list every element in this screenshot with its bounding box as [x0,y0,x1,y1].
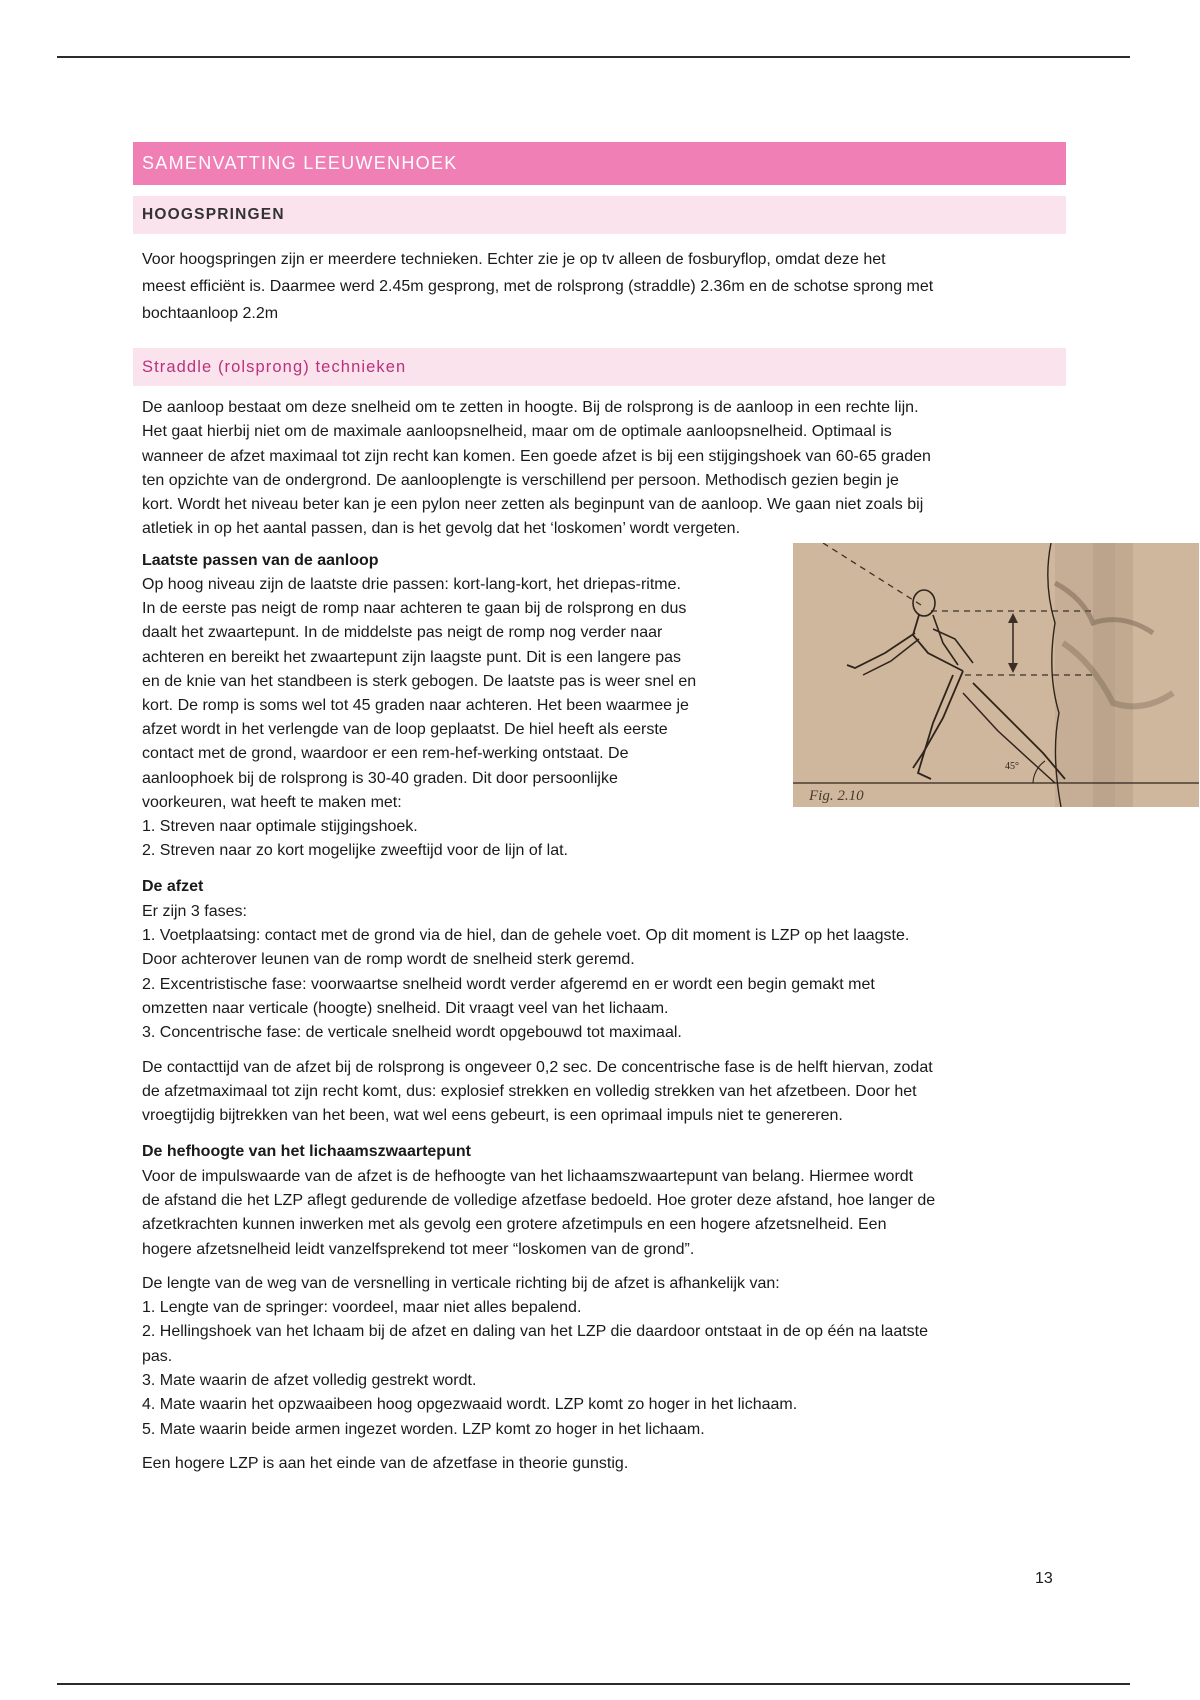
text-line: daalt het zwaartepunt. In de middelste pas neigt de romp nog verder naar [142,624,663,642]
text-line: In de eerste pas neigt de romp naar achteren te gaan bij de rolsprong en dus [142,600,687,618]
text-line: achteren en bereikt het zwaartepunt zijn laagste punt. Dit is een langere pas [142,648,681,666]
page-content [133,142,1066,1476]
intro-paragraph [133,246,1066,327]
laatste-passen-section [133,549,1066,864]
aanloop-paragraph [133,396,1066,542]
list-item: 1. Lengte van de springer: voordeel, maar niet alles bepalend. [142,1299,582,1317]
text-line: de afstand die het LZP aflegt gedurende de volledige afzetfase bedoeld. Hoe groter deze afstand, hoe langer de [142,1191,936,1209]
list-item: pas. [142,1347,173,1365]
contacttijd-paragraph [133,1056,1066,1129]
section-heading: HOOGSPRINGEN [133,196,1066,234]
text-line: afzetkrachten kunnen inwerken met als gevolg een grotere afzetimpuls en een hogere afzetsnelheid. Een [142,1216,887,1234]
text-line: hogere afzetsnelheid leidt vanzelfsprekend tot meer “loskomen van de grond”. [142,1240,695,1258]
page-number: 13 [1035,1570,1053,1587]
list-item: 3. Mate waarin de afzet volledig gestrekt wordt. [142,1372,477,1390]
hefhoogte-section [133,1140,1066,1476]
text-line: atletiek in op het aantal passen, dan is het gevolg dat het ‘loskomen’ wordt vergeten. [142,520,741,538]
text-line: aanloophoek bij de rolsprong is 30-40 graden. Dit door persoonlijke [142,769,618,787]
text-line: kort. Wordt het niveau beter kan je een pylon neer zetten als beginpunt van de aanloop. We gaan niet zoals bij [142,496,924,514]
text-line: 3. Concentrische fase: de verticale snelheid wordt opgebouwd tot maximaal. [142,1024,682,1042]
list-item: 4. Mate waarin het opzwaaibeen hoog opgezwaaid wordt. LZP komt zo hoger in het lichaam. [142,1396,798,1414]
laatste-passen-list [133,815,1066,863]
header-rule [57,56,1130,58]
text-line: afzet wordt in het verlengde van de loop geplaatst. De hiel heeft als eerste [142,721,668,739]
afzet-paragraph [133,875,1066,1045]
text-line: omzetten naar verticale (hoogte) snelheid. Dit vraagt veel van het lichaam. [142,999,669,1017]
text-line: Er zijn 3 fases: [142,902,247,920]
text-line: 2. Excentristische fase: voorwaartse snelheid wordt verder afgeremd en er wordt een begin gemakt met [142,975,875,993]
hefhoogte-heading: De hefhoogte van het lichaamszwaartepunt [142,1143,471,1161]
text-line: wanneer de afzet maximaal tot zijn recht kan komen. Een goede afzet is bij een stijgingshoek van 60-65 graden [142,447,931,465]
subsection-heading: Straddle (rolsprong) technieken [133,348,1066,386]
afzet-heading: De afzet [142,878,204,896]
figure-caption: Fig. 2.10 [809,787,864,804]
text-line: Door achterover leunen van de romp wordt de snelheid sterk geremd. [142,951,635,969]
document-title: SAMENVATTING LEEUWENHOEK [133,142,1066,185]
text-line: de afzetmaximaal tot zijn recht komt, dus: explosief strekken en volledig strekken van het afzetbeen. Door het [142,1082,917,1100]
text-line: en de knie van het standbeen is sterk gebogen. De laatste pas is weer snel en [142,672,697,690]
text-line: kort. De romp is soms wel tot 45 graden naar achteren. Het been waarmee je [142,697,689,714]
afzet-section [133,875,1066,1128]
hefhoogte-paragraph [133,1140,1066,1261]
list-item: 1. Streven naar optimale stijgingshoek. [142,818,418,836]
text-line: De aanloop bestaat om deze snelheid om te zetten in hoogte. Bij de rolsprong is de aanloop in een rechte lijn. [142,399,919,416]
text-line: vroegtijdig bijtrekken van het been, wat wel eens gebeurt, is een oprimaal impuls niet te genereren. [142,1107,843,1125]
text-line: contact met de grond, waardoor er een rem-hef-werking ontstaat. De [142,745,629,763]
conclusion-paragraph: Een hogere LZP is aan het einde van de afzetfase in theorie gunstig. [142,1454,629,1472]
footer-rule [57,1683,1130,1685]
angle-label: 45° [1005,760,1019,772]
text-line: bochtaanloop 2.2m [142,305,279,322]
text-line: De lengte van de weg van de versnelling in verticale richting bij de afzet is afhankelijk van: [142,1274,780,1292]
jumper-illustration [793,543,1199,807]
text-line: Op hoog niveau zijn de laatste drie passen: kort-lang-kort, het driepas-ritme. [142,575,681,593]
list-item: 2. Hellingshoek van het lchaam bij de afzet en daling van het LZP die daardoor ontstaat in de op één na laatste [142,1323,929,1341]
text-line: Het gaat hierbij niet om de maximale aanloopsnelheid, maar om de optimale aanloopsnelheid. Optimaal is [142,423,892,441]
lengte-paragraph [133,1272,1066,1442]
straddle-figure [793,543,1199,807]
list-item: 2. Streven naar zo kort mogelijke zweeftijd voor de lijn of lat. [142,842,568,860]
laatste-passen-heading: Laatste passen van de aanloop [142,551,379,569]
text-line: Voor hoogspringen zijn er meerdere technieken. Echter zie je op tv alleen de fosburyflop, omdat deze het [142,251,886,268]
text-line: 1. Voetplaatsing: contact met de grond via de hiel, dan de gehele voet. Op dit moment is LZP op het laagste. [142,927,910,945]
laatste-passen-text [133,549,782,815]
text-line: ten opzichte van de ondergrond. De aanlooplengte is verschillend per persoon. Methodisch gezien begin je [142,471,899,489]
text-line: voorkeuren, wat heeft te maken met: [142,793,402,811]
text-line: meest efficiënt is. Daarmee werd 2.45m gesprong, met de rolsprong (straddle) 2.36m en de schotse sprong met [142,278,934,295]
text-line: Voor de impulswaarde van de afzet is de hefhoogte van het lichaamszwaartepunt van belang. Hiermee wordt [142,1167,914,1185]
list-item: 5. Mate waarin beide armen ingezet worden. LZP komt zo hoger in het lichaam. [142,1420,705,1438]
text-line: De contacttijd van de afzet bij de rolsprong is ongeveer 0,2 sec. De concentrische fase is de helft hiervan, zodat [142,1058,933,1076]
